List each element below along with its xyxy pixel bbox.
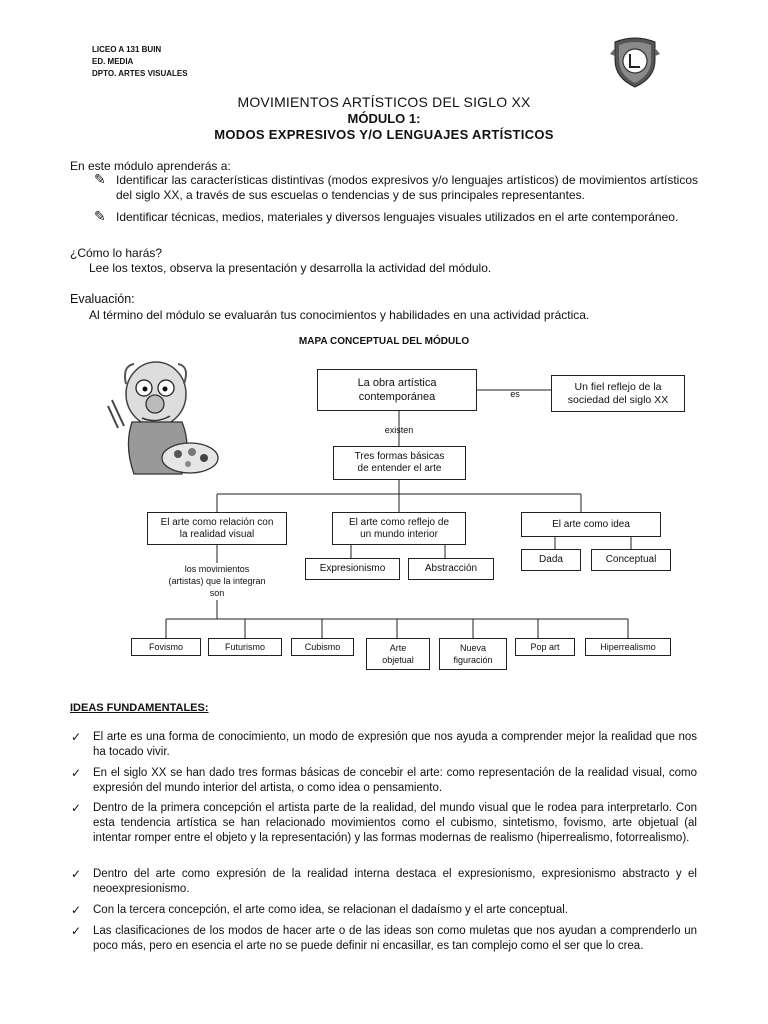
map-node-expresionismo: Expresionismo [305, 558, 400, 580]
map-node-inner-world: El arte como reflejo de un mundo interior [332, 512, 466, 545]
school-shield-icon [610, 36, 660, 88]
movement-node: Arte objetual [366, 638, 430, 670]
idea-text: El arte es una forma de conocimiento, un modo de expresión que nos ayuda a comprender mejor la realidad que nos ha tocado vivir. [93, 731, 697, 758]
ideas-heading: IDEAS FUNDAMENTALES: [70, 702, 209, 714]
checkmark-icon: ✓ [71, 801, 82, 815]
checkmark-icon: ✓ [71, 867, 82, 881]
school-name: LICEO A 131 BUIN [92, 45, 162, 54]
module-subtitle: MODOS EXPRESIVOS Y/O LENGUAJES ARTÍSTICOS [214, 127, 554, 142]
checkmark-icon: ✓ [71, 924, 82, 938]
concept-map-title: MAPA CONCEPTUAL DEL MÓDULO [298, 336, 470, 347]
objective-text: Identificar las características distintivas (modos expresivos y/o lenguajes artísticos) de movimientos artísticos del siglo XX, a través de sus escuelas o tendencias y de sus principales representantes. [116, 173, 698, 202]
idea-item [71, 766, 697, 796]
map-node-abstraccion: Abstracción [408, 558, 494, 580]
idea-text: Dentro de la primera concepción el artista parte de la realidad, del mundo visual que le rodea para interpretarlo. Con esta tendencia artística se han relacionado movimientos como el cubismo, sintetismo, fovismo, arte objetual (al intentar romper entre el objeto y la representación) y las formas modernas de realismo (hiperrealismo, fotorrealismo). [93, 802, 697, 844]
objective-text: Identificar técnicas, medios, materiales y diversos lenguajes visuales utilizados en el arte contemporáneo. [116, 210, 679, 224]
movement-node: Hiperrealismo [585, 638, 671, 656]
checkmark-icon: ✓ [71, 766, 82, 780]
movement-node: Pop art [515, 638, 575, 656]
map-node-forms: Tres formas básicas de entender el arte [333, 446, 466, 480]
checkmark-icon: ✓ [71, 903, 82, 917]
map-node-root: La obra artística contemporánea [317, 369, 477, 411]
map-link-label: es [510, 389, 520, 399]
map-node-conceptual: Conceptual [591, 549, 671, 571]
document-title: MOVIMIENTOS ARTÍSTICOS DEL SIGLO XX [237, 94, 531, 110]
school-department: DPTO. ARTES VISUALES [92, 69, 188, 78]
movement-node: Cubismo [291, 638, 354, 656]
movement-node: Nueva figuración [439, 638, 507, 670]
idea-text: Dentro del arte como expresión de la realidad interna destaca el expresionismo, expresionismo abstracto y el neoexpresionismo. [93, 868, 697, 895]
evaluation-text: Al término del módulo se evaluarán tus conocimientos y habilidades en una actividad práctica. [89, 308, 590, 322]
idea-item [71, 867, 697, 897]
idea-text: Las clasificaciones de los modos de hacer arte o de las ideas son como muletas que nos ayudan a comprenderlo un poco más, pero en esencia el arte no se puede definir ni encasillar, es tan complejo como el ser que lo crea. [93, 925, 697, 952]
map-node-dada: Dada [521, 549, 581, 571]
pen-icon: ✎ [94, 171, 106, 187]
objectives-heading: En este módulo aprenderás a: [70, 159, 231, 173]
idea-item [71, 924, 697, 954]
school-header [92, 44, 188, 80]
movement-node: Fovismo [131, 638, 201, 656]
pen-icon: ✎ [94, 208, 106, 224]
checkmark-icon: ✓ [71, 730, 82, 744]
evaluation-heading: Evaluación: [70, 292, 135, 306]
idea-text: Con la tercera concepción, el arte como idea, se relacionan el dadaísmo y el arte conceptual. [93, 904, 568, 916]
idea-item [71, 801, 697, 846]
how-text: Lee los textos, observa la presentación y desarrolla la actividad del módulo. [89, 261, 492, 275]
map-node-idea: El arte como idea [521, 512, 661, 537]
idea-item [71, 903, 697, 918]
movement-node: Futurismo [208, 638, 282, 656]
objective-item [94, 208, 698, 225]
map-link-label: los movimientos (artistas) que la integran son [168, 564, 266, 598]
module-number: MÓDULO 1: [347, 111, 421, 126]
map-node-reflection: Un fiel reflejo de la sociedad del siglo XX [551, 375, 685, 412]
map-link-label: existen [384, 425, 414, 435]
map-node-reality: El arte como relación con la realidad visual [147, 512, 287, 545]
school-level: ED. MEDIA [92, 57, 134, 66]
objective-item [94, 171, 698, 203]
idea-text: En el siglo XX se han dado tres formas básicas de concebir el arte: como representación de la realidad visual, como expresión del mundo interior del artista, o como idea o pensamiento. [93, 767, 697, 794]
artist-caricature-icon [104, 356, 220, 484]
idea-item [71, 730, 697, 760]
how-heading: ¿Cómo lo harás? [70, 246, 163, 260]
